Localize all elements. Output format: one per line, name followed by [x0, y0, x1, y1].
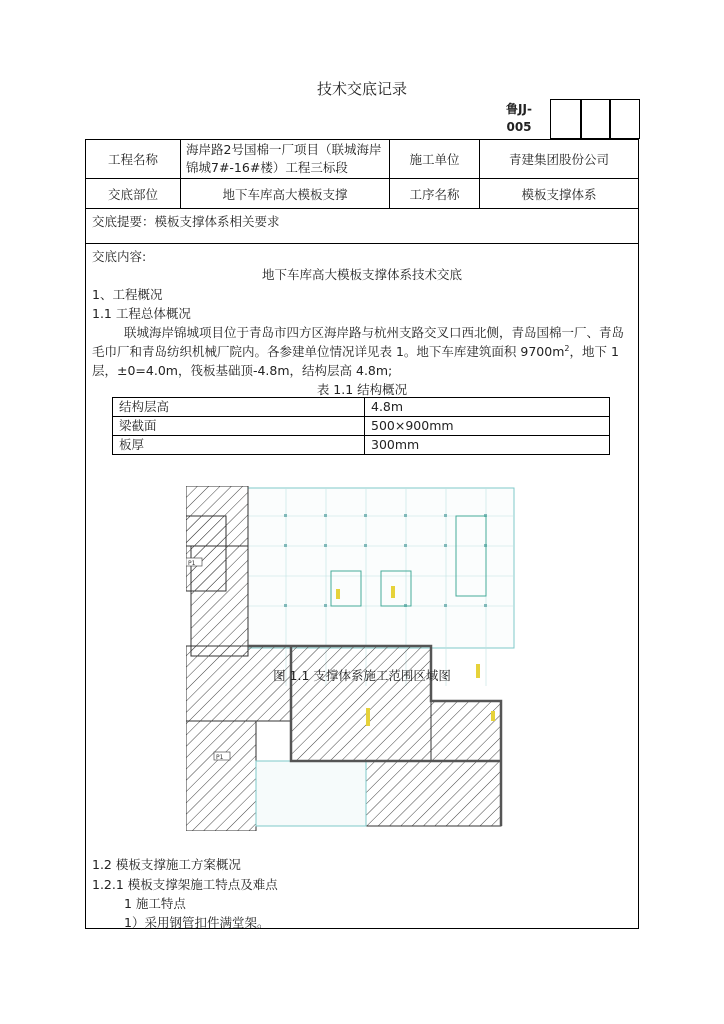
location-value: 地下车库高大模板支撑 [222, 186, 348, 202]
table-row: 板厚 300mm [113, 436, 610, 455]
row-divider [85, 208, 639, 209]
list-item: 1 施工特点 [124, 896, 186, 911]
summary: 交底提要：模板支撑体系相关要求 [92, 214, 280, 229]
project-label: 工程名称 [107, 152, 158, 167]
content-title: 地下车库高大模板支撑体系技术交底 [261, 267, 462, 282]
section-heading: 1、工程概况 [92, 287, 163, 302]
process-label: 工序名称 [409, 186, 460, 202]
table-row: 梁截面 500×900mm [113, 417, 610, 436]
section-heading: 1.2 模板支撑施工方案概况 [92, 857, 241, 872]
table-row: 结构层高 4.8m [113, 398, 610, 417]
paragraph-line: 毛巾厂和青岛纺织机械厂院内。各参建单位情况详见表 1。地下车库建筑面积 $9700m^2$，地下 1 [92, 343, 619, 359]
site-plan-drawing [186, 486, 516, 831]
code-box-3 [609, 99, 640, 139]
row-divider [85, 243, 639, 244]
section-heading: 1.1 工程总体概况 [92, 306, 191, 321]
paragraph-line: 层，±0=4.0m，筏板基础顶-4.8m，结构层高 4.8m; [92, 363, 393, 378]
code-box-2 [580, 99, 611, 139]
plan-label: P1 [216, 754, 224, 761]
table-caption: 表 1.1 结构概况 [316, 382, 408, 397]
plan-label: P1 [188, 560, 196, 567]
doc-number: 鲁JJ-005 [506, 102, 532, 134]
structure-table [112, 397, 610, 455]
location-label: 交底部位 [107, 186, 158, 202]
figure-caption: 图 1.1 支撑体系施工范围区域图 [273, 668, 451, 683]
content-label: 交底内容: [92, 249, 147, 264]
paragraph-line: 联城海岸锦城项目位于青岛市四方区海岸路与杭州支路交叉口西北侧，青岛国棉一厂、青岛 [124, 325, 625, 340]
list-item: 1）采用钢管扣件满堂架。 [124, 915, 270, 930]
process-value: 模板支撑体系 [521, 186, 597, 202]
section-heading: 1.2.1 模板支撑架施工特点及难点 [92, 877, 278, 892]
code-box-1 [550, 99, 582, 139]
contractor-label: 施工单位 [409, 152, 460, 167]
project-value: 海岸路2号国棉一厂项目（联城海岸锦城7#-16#楼）工程三标段 [186, 142, 382, 175]
contractor-value: 青建集团股份公司 [508, 152, 609, 167]
document-title: 技术交底记录 [316, 80, 407, 98]
